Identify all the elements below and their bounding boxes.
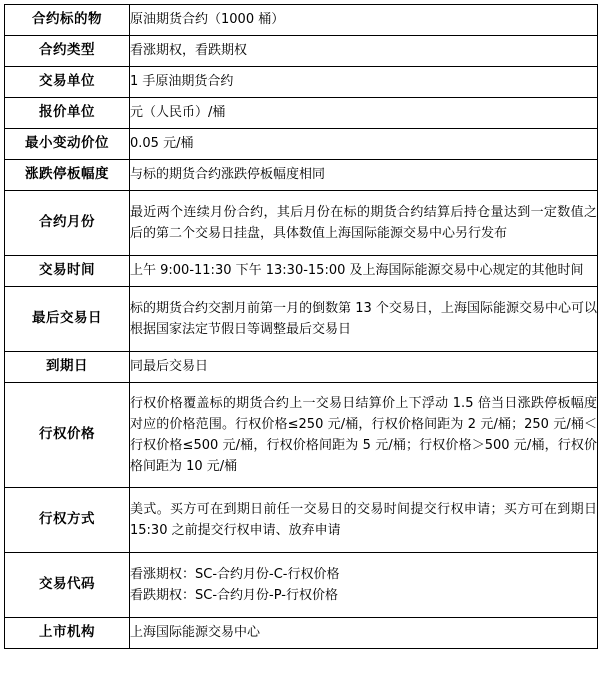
row-value-price-limit xyxy=(130,160,598,191)
value-line: 1 手原油期货合约 xyxy=(130,74,234,90)
value-line: 看涨期权：SC-合约月份-C-行权价格 xyxy=(130,566,340,582)
row-value-listing-institution xyxy=(130,618,598,649)
table-row xyxy=(5,256,598,287)
contract-spec-table xyxy=(4,4,598,649)
row-label-last-trading-day: 最后交易日 xyxy=(5,287,130,352)
value-line: 与标的期货合约涨跌停板幅度相同 xyxy=(130,167,326,183)
value-paragraph: 行权价格覆盖标的期货合约上一交易日结算价上下浮动 1.5 倍当日涨跌停板幅度对应的价格范围。行权价格≤250 元/桶，行权价格间距为 2 元/桶；250 元/桶＜行权价格≤500 元/桶，行权价格间距为 5 元/桶；行权价格＞500 元/桶，行权价格间距为 10 元/桶 xyxy=(130,395,597,475)
table-row xyxy=(5,36,598,67)
row-label-exercise-style: 行权方式 xyxy=(5,488,130,553)
row-label-listing-institution: 上市机构 xyxy=(5,618,130,649)
value-line: 上午 9:00-11:30 下午 13:30-15:00 及上海国际能源交易中心规定的其他时间 xyxy=(130,263,584,279)
row-value-quote-unit xyxy=(130,98,598,129)
value-paragraph: 最近两个连续月份合约，其后月份在标的期货合约结算后持仓量达到一定数值之后的第二个交易日挂盘，具体数值上海国际能源交易中心另行发布 xyxy=(130,204,597,241)
row-value-trading-unit xyxy=(130,67,598,98)
row-value-expiry-date xyxy=(130,352,598,383)
contract-spec-table-body xyxy=(5,5,598,649)
row-value-tick-size xyxy=(130,129,598,160)
row-label-quote-unit: 报价单位 xyxy=(5,98,130,129)
table-row xyxy=(5,383,598,488)
table-row xyxy=(5,67,598,98)
row-value-underlying xyxy=(130,5,598,36)
row-label-contract-months: 合约月份 xyxy=(5,191,130,256)
table-row xyxy=(5,5,598,36)
row-label-trading-unit: 交易单位 xyxy=(5,67,130,98)
table-row xyxy=(5,287,598,352)
table-row xyxy=(5,160,598,191)
table-row xyxy=(5,129,598,160)
row-label-strike-price: 行权价格 xyxy=(5,383,130,488)
value-line: 看涨期权，看跌期权 xyxy=(130,43,248,59)
value-line: 0.05 元/桶 xyxy=(130,136,194,152)
value-line: 元（人民币）/桶 xyxy=(130,105,226,121)
row-value-contract-type xyxy=(130,36,598,67)
table-row xyxy=(5,618,598,649)
row-label-underlying: 合约标的物 xyxy=(5,5,130,36)
table-row xyxy=(5,553,598,618)
row-label-price-limit: 涨跌停板幅度 xyxy=(5,160,130,191)
row-label-contract-type: 合约类型 xyxy=(5,36,130,67)
value-line: 同最后交易日 xyxy=(130,359,209,375)
row-value-exercise-style xyxy=(130,488,598,553)
row-label-expiry-date: 到期日 xyxy=(5,352,130,383)
value-line: 上海国际能源交易中心 xyxy=(130,625,261,641)
table-row xyxy=(5,191,598,256)
value-paragraph: 美式。买方可在到期日前任一交易日的交易时间提交行权申请；买方可在到期日 15:30 之前提交行权申请、放弃申请 xyxy=(130,501,597,538)
row-value-trading-hours xyxy=(130,256,598,287)
row-value-contract-months xyxy=(130,191,598,256)
table-row xyxy=(5,98,598,129)
row-label-tick-size: 最小变动价位 xyxy=(5,129,130,160)
table-row xyxy=(5,352,598,383)
value-line: 原油期货合约（1000 桶） xyxy=(130,12,285,28)
row-value-strike-price xyxy=(130,383,598,488)
row-value-last-trading-day xyxy=(130,287,598,352)
row-label-trading-code: 交易代码 xyxy=(5,553,130,618)
table-row xyxy=(5,488,598,553)
value-paragraph: 标的期货合约交割月前第一月的倒数第 13 个交易日，上海国际能源交易中心可以根据国家法定节假日等调整最后交易日 xyxy=(130,300,597,337)
row-label-trading-hours: 交易时间 xyxy=(5,256,130,287)
row-value-trading-code xyxy=(130,553,598,618)
value-line: 看跌期权：SC-合约月份-P-行权价格 xyxy=(130,588,338,603)
